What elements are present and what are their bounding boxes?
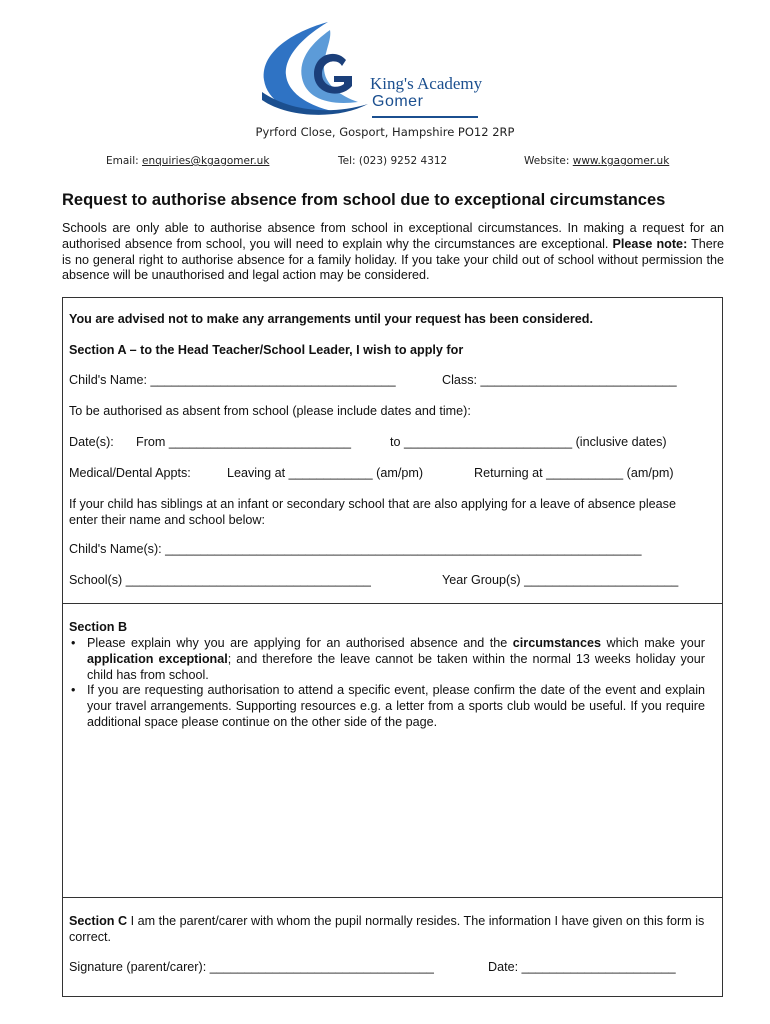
- intro-paragraph: [62, 221, 724, 284]
- website-contact: [524, 155, 669, 167]
- list-item: • If you are requesting authorisation to attend a specific event, please confirm the date of the event and explain your travel arrangements. Supporting resources e.g. a letter from a sports club would be useful. If you require additional space please continue on the other side of the page.: [69, 683, 705, 730]
- year-group-field[interactable]: Year Group(s) ______________________: [442, 573, 679, 587]
- advice-text: You are advised not to make any arrangements until your request has been considered.: [69, 312, 593, 326]
- please-note-label: Please note:: [612, 236, 688, 251]
- date-to-field[interactable]: to ________________________ (inclusive dates): [390, 435, 667, 449]
- logo-letter-g: [314, 54, 352, 94]
- schools-field[interactable]: School(s) ___________________________________: [69, 573, 371, 587]
- signature-field[interactable]: Signature (parent/carer): ________________________________: [69, 960, 434, 974]
- medical-label: Medical/Dental Appts:: [69, 466, 191, 480]
- child-name-field[interactable]: Child's Name: ___________________________________: [69, 373, 396, 387]
- school-address: Pyrford Close, Gosport, Hampshire PO12 2RP: [255, 125, 515, 139]
- authorised-intro: To be authorised as absent from school (please include dates and time):: [69, 404, 471, 418]
- telephone-contact: Tel: (023) 9252 4312: [338, 155, 448, 167]
- section-a-heading: Section A – to the Head Teacher/School Leader, I wish to apply for: [69, 343, 464, 357]
- siblings-names-field[interactable]: Child's Name(s): ____________________________________________________________________: [69, 542, 642, 556]
- email-link[interactable]: enquiries@kgagomer.uk: [142, 155, 270, 167]
- section-c-declaration: [69, 914, 705, 946]
- declaration-text: I am the parent/carer with whom the pupil normally resides. The information I have given on this form is correct.: [69, 914, 705, 944]
- section-divider-b: [62, 603, 723, 604]
- section-b-heading: Section B: [69, 620, 128, 634]
- section-c-heading: Section C: [69, 914, 128, 928]
- date-field[interactable]: Date: ______________________: [488, 960, 676, 974]
- siblings-text: If your child has siblings at an infant or secondary school that are also applying for a leave of absence please enter their name and school below:: [69, 497, 676, 527]
- class-field[interactable]: Class: ____________________________: [442, 373, 677, 387]
- website-link[interactable]: www.kgagomer.uk: [572, 155, 670, 167]
- email-contact: [106, 155, 269, 167]
- returning-time-field[interactable]: Returning at ___________ (am/pm): [474, 466, 674, 480]
- brand-subname: Gomer: [372, 93, 424, 110]
- date-from-field[interactable]: From __________________________: [136, 435, 351, 449]
- website-label: Website:: [524, 155, 570, 167]
- explanation-area[interactable]: [69, 735, 709, 890]
- brand-underline: [372, 116, 478, 118]
- intro-note-text: There is no general right to authorise absence for a family holiday. If you take your child out of school without permission the absence will be unauthorised and legal action may be considered.: [62, 236, 725, 283]
- section-divider-c: [62, 897, 723, 898]
- dates-label: Date(s):: [69, 435, 114, 449]
- email-label: Email:: [106, 155, 139, 167]
- leaving-time-field[interactable]: Leaving at ____________ (am/pm): [227, 466, 424, 480]
- intro-text: Schools are only able to authorise absence from school in exceptional circumstances. In making a request for an authorised absence from school, you will need to explain why the circumstances are exceptional.: [62, 221, 724, 251]
- section-b-instructions: [69, 636, 705, 731]
- list-item: • Please explain why you are applying for an authorised absence and the circumstances which make your application exceptional; and therefore the leave cannot be taken within the normal 13 weeks holiday your child has from school.: [69, 636, 705, 683]
- page-title: Request to authorise absence from school due to exceptional circumstances: [62, 191, 666, 209]
- brand-name: King's Academy: [370, 74, 483, 93]
